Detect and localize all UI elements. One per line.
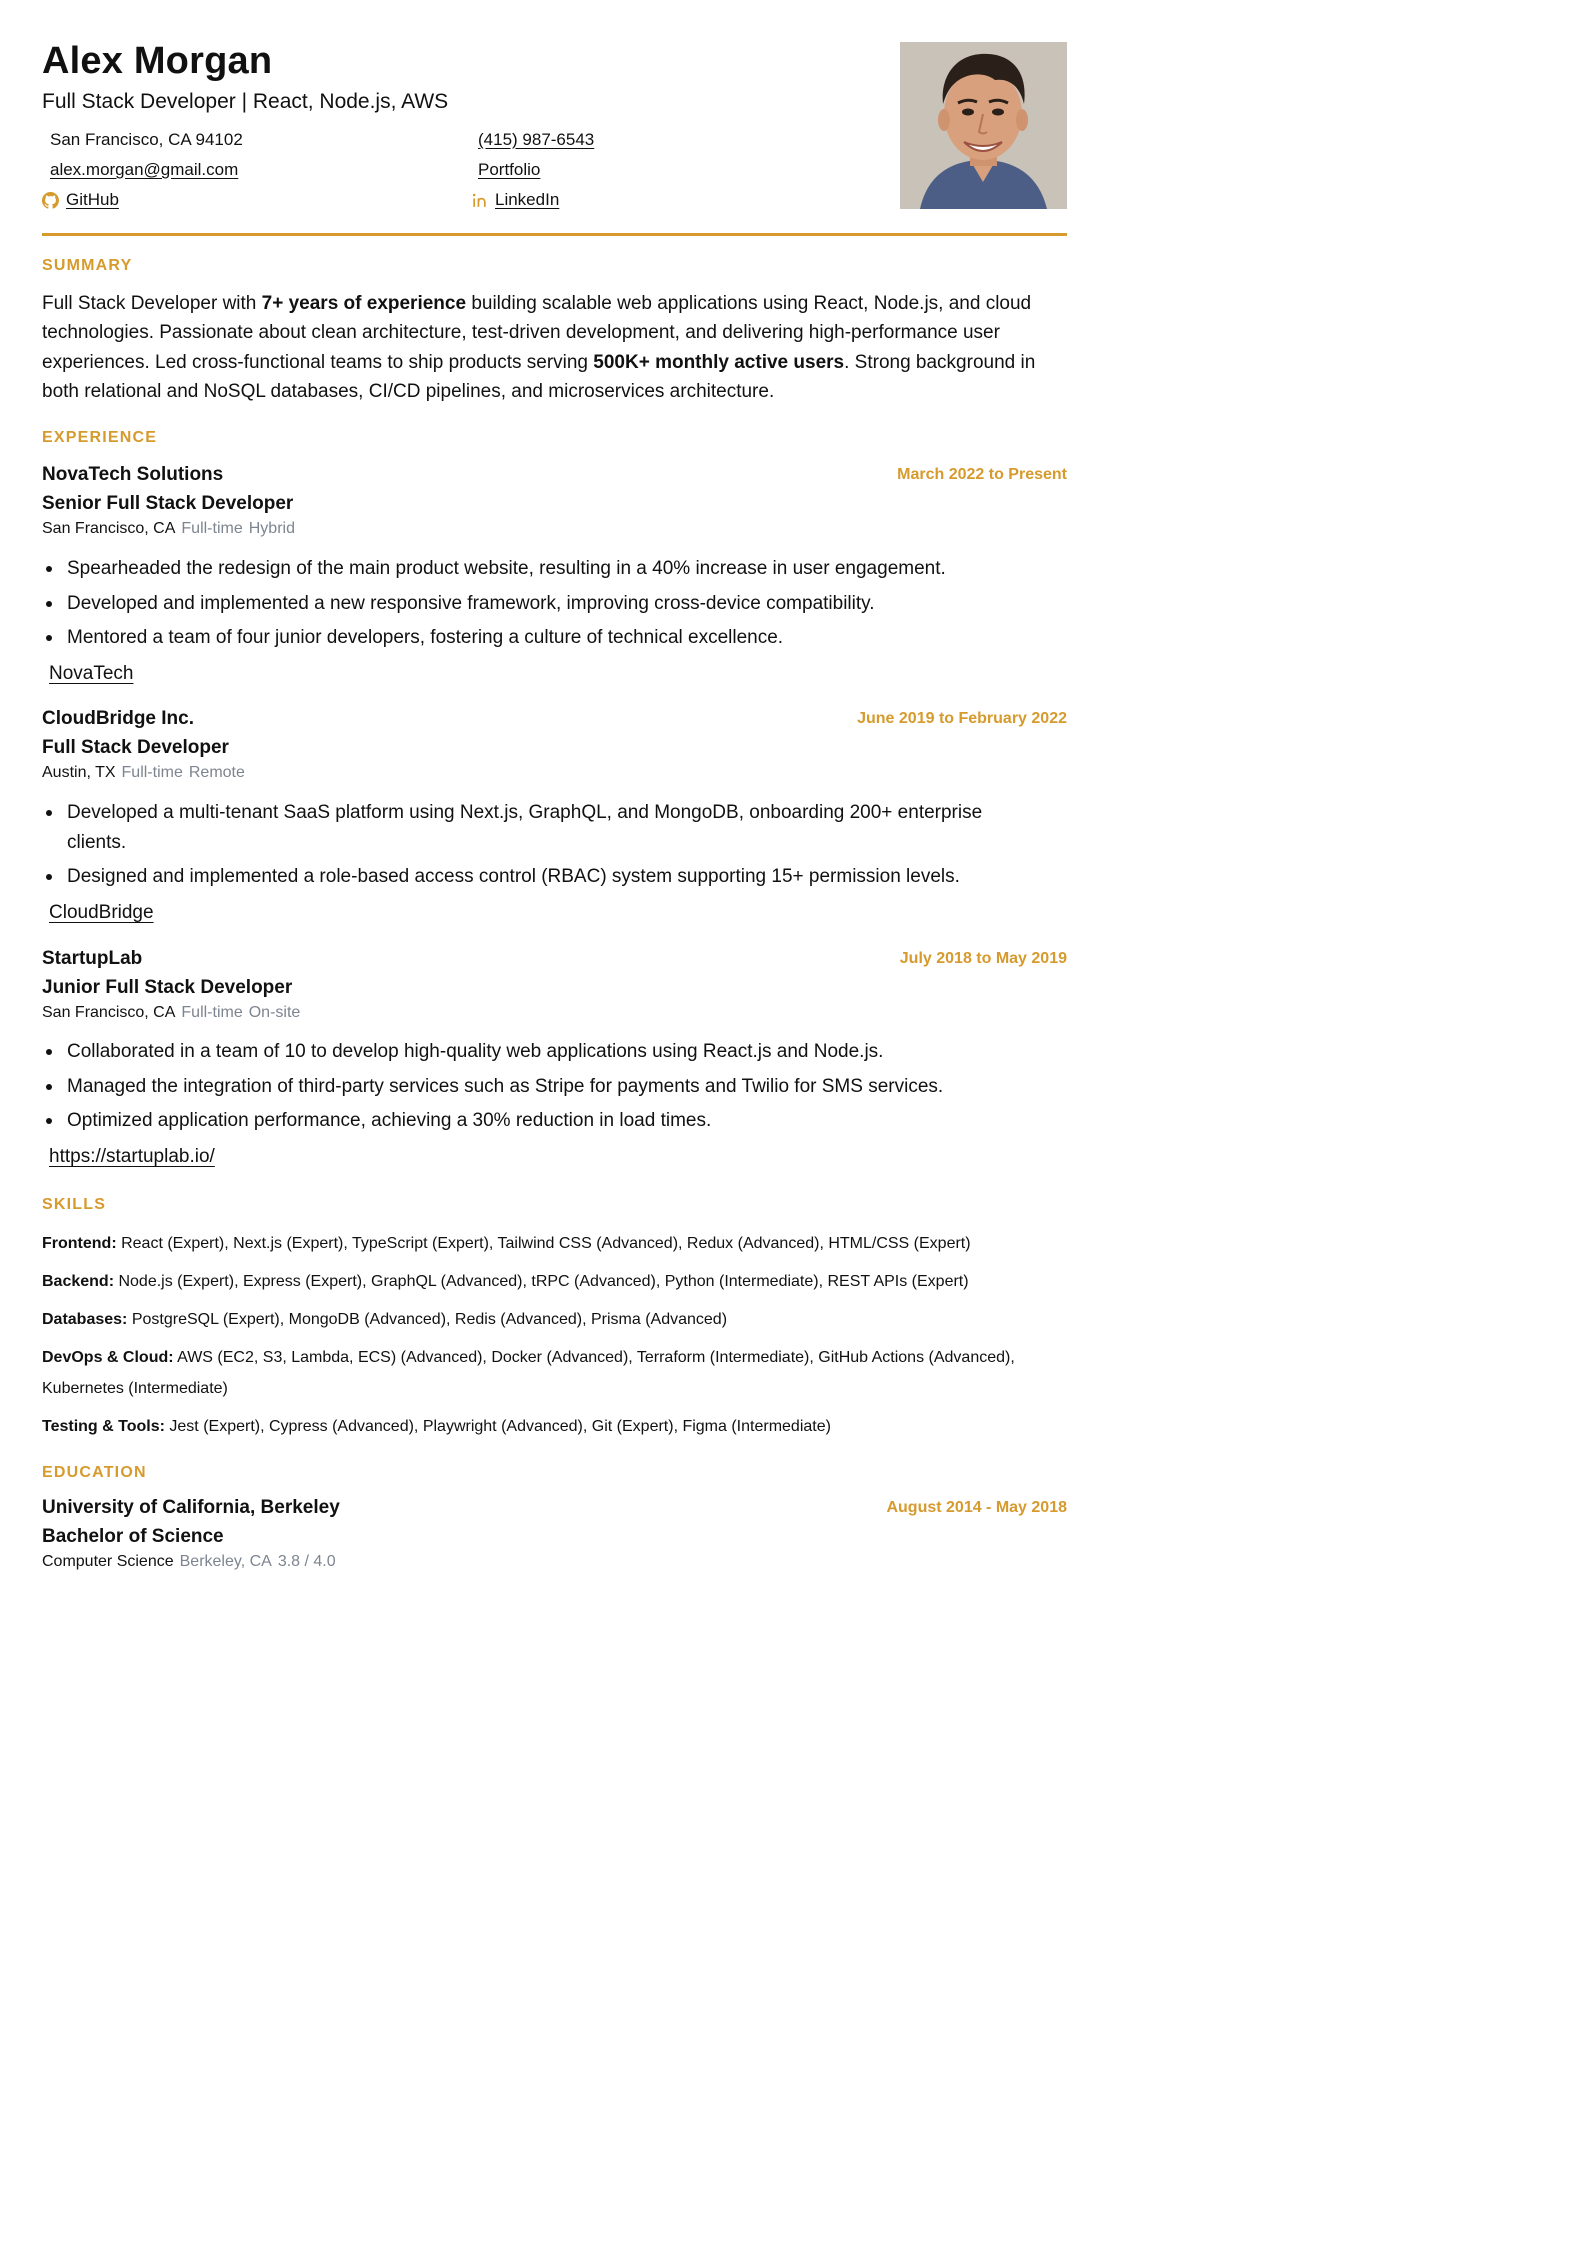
list-item: Developed and implemented a new responsive framework, improving cross-device compatibility. <box>42 589 1042 619</box>
job-title: Full Stack Developer <box>42 737 229 758</box>
job-bullets <box>42 554 1042 658</box>
skill-row: DevOps & Cloud: AWS (EC2, S3, Lambda, ECS) (Advanced), Docker (Advanced), Terraform (Intermediate), GitHub Actions (Advanced), Kubernetes (Intermediate) <box>42 1349 1015 1397</box>
company-link[interactable]: CloudBridge <box>49 902 154 923</box>
skills-heading: SKILLS <box>42 1196 107 1213</box>
list-item: Collaborated in a team of 10 to develop high-quality web applications using React.js and Node.js. <box>42 1037 1042 1067</box>
list-item: Spearheaded the redesign of the main product website, resulting in a 40% increase in user engagement. <box>42 554 1042 584</box>
github-icon <box>42 192 59 209</box>
job-title: Senior Full Stack Developer <box>42 493 294 514</box>
linkedin-icon <box>471 192 488 209</box>
education-dates: August 2014 - May 2018 <box>886 1499 1067 1516</box>
email-link[interactable]: alex.morgan@gmail.com <box>50 160 239 179</box>
skill-row: Databases: PostgreSQL (Expert), MongoDB (Advanced), Redis (Advanced), Prisma (Advanced) <box>42 1311 728 1328</box>
experience-heading: EXPERIENCE <box>42 429 158 446</box>
list-item: Managed the integration of third-party services such as Stripe for payments and Twilio for SMS services. <box>42 1072 1042 1102</box>
job-meta: San Francisco, CA Full-time Hybrid <box>42 520 295 537</box>
list-item: Developed a multi-tenant SaaS platform using Next.js, GraphQL, and MongoDB, onboarding 200+ enterprise clients. <box>42 798 1042 857</box>
education-heading: EDUCATION <box>42 1464 147 1481</box>
company-link[interactable]: https://startuplab.io/ <box>49 1146 215 1167</box>
github-link[interactable]: GitHub <box>42 190 119 210</box>
linkedin-link[interactable]: LinkedIn <box>471 190 559 210</box>
phone-link[interactable]: (415) 987-6543 <box>478 130 595 149</box>
summary-heading: SUMMARY <box>42 257 133 274</box>
company-link[interactable]: NovaTech <box>49 663 134 684</box>
company-name: NovaTech Solutions <box>42 464 224 485</box>
list-item: Mentored a team of four junior developers, fostering a culture of technical excellence. <box>42 623 1042 653</box>
list-item: Designed and implemented a role-based access control (RBAC) system supporting 15+ permission levels. <box>42 862 1042 892</box>
job-bullets <box>42 1037 1042 1141</box>
resume-page <box>42 0 1067 1568</box>
job-bullets <box>42 798 1042 897</box>
company-name: CloudBridge Inc. <box>42 708 194 729</box>
job-dates: June 2019 to February 2022 <box>857 710 1067 727</box>
degree-title: Bachelor of Science <box>42 1526 224 1547</box>
summary-paragraph: Full Stack Developer with 7+ years of experience building scalable web applications using React, Node.js, and cloud technologies. Passionate about clean architecture, test-driven development, and delivering high-performance user experiences. Led cross-functional teams to ship products serving 500K+ monthly active users. Strong background in both relational and NoSQL databases, CI/CD pipelines, and microservices architecture. <box>42 293 1036 402</box>
skill-row: Frontend: React (Expert), Next.js (Expert), TypeScript (Expert), Tailwind CSS (Advanced), Redux (Advanced), HTML/CSS (Expert) <box>42 1235 971 1252</box>
profile-photo <box>900 42 1067 209</box>
job-title: Junior Full Stack Developer <box>42 977 293 998</box>
education-meta: Computer Science Berkeley, CA 3.8 / 4.0 <box>42 1553 336 1570</box>
job-dates: July 2018 to May 2019 <box>899 950 1067 967</box>
skill-row: Testing & Tools: Jest (Expert), Cypress (Advanced), Playwright (Advanced), Git (Expert), Figma (Intermediate) <box>42 1418 831 1435</box>
candidate-headline: Full Stack Developer | React, Node.js, AWS <box>42 90 449 113</box>
job-dates: March 2022 to Present <box>897 466 1067 483</box>
job-meta: Austin, TX Full-time Remote <box>42 764 245 781</box>
school-name: University of California, Berkeley <box>42 1497 340 1518</box>
skill-row: Backend: Node.js (Expert), Express (Expert), GraphQL (Advanced), tRPC (Advanced), Python (Intermediate), REST APIs (Expert) <box>42 1273 969 1290</box>
candidate-name: Alex Morgan <box>42 40 273 82</box>
header-divider <box>42 233 1067 236</box>
portfolio-link[interactable]: Portfolio <box>478 160 541 179</box>
job-meta: San Francisco, CA Full-time On-site <box>42 1004 301 1021</box>
company-name: StartupLab <box>42 948 143 969</box>
location-text: San Francisco, CA 94102 <box>50 130 243 149</box>
list-item: Optimized application performance, achieving a 30% reduction in load times. <box>42 1106 1042 1136</box>
